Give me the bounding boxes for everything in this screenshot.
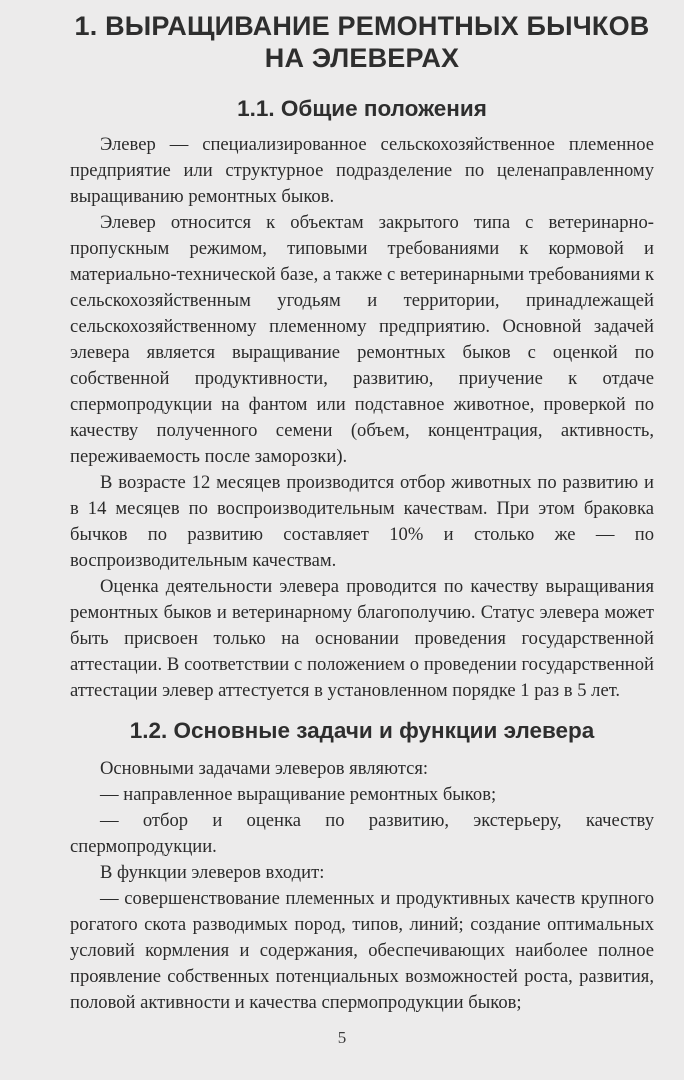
section-tasks-body xyxy=(70,756,654,1016)
paragraph: Элевер — специализированное сельскохозяйственное племенное предприятие или структурное подразделение по целенаправленному выращиванию ремонтных быков. xyxy=(70,134,654,207)
list-item: — отбор и оценка по развитию, экстерьеру, качеству спермопродукции. xyxy=(70,810,654,857)
section-title-tasks: 1.2. Основные задачи и функции элевера xyxy=(129,718,595,743)
page-number: 5 xyxy=(337,1028,347,1047)
section-title-general: 1.1. Общие положения xyxy=(237,96,487,121)
paragraph: В возрасте 12 месяцев производится отбор животных по развитию и в 14 месяцев по воспроизводительным качествам. При этом браковка бычков по развитию составляет 10% и столько же — по воспроизводительным качествам. xyxy=(70,472,654,571)
list-item: — направленное выращивание ремонтных быков; xyxy=(100,784,497,805)
paragraph: Основными задачами элеверов являются: xyxy=(100,758,429,779)
paragraph: Элевер относится к объектам закрытого типа с ветеринарно-пропускным режимом, типовыми требованиями к кормовой и материально-технической базе, а также с ветеринарными требованиями к сельскохозяйственным угодьям и территории, принадлежащей сельскохозяйственному племенному предприятию. Основной задачей элевера является выращивание ремонтных быков с оценкой по собственной продуктивности, развитию, приучение к отдаче спермопродукции на фантом или подставное животное, проверкой по качеству полученного семени (объем, концентрация, активность, переживаемость после заморозки). xyxy=(70,212,654,467)
paragraph: В функции элеверов входит: xyxy=(100,862,325,883)
section-general-body xyxy=(70,132,654,704)
chapter-title: 1. ВЫРАЩИВАНИЕ РЕМОНТНЫХ БЫЧКОВ НА ЭЛЕВЕРАХ xyxy=(74,11,650,73)
paragraph: Оценка деятельности элевера проводится по качеству выращивания ремонтных быков и ветеринарному благополучию. Статус элевера может быть присвоен только на основании проведения государственной аттестации. В соответствии с положением о проведении государственной аттестации элевер аттестуется в установленном порядке 1 раз в 5 лет. xyxy=(70,576,654,701)
list-item: — совершенствование племенных и продуктивных качеств крупного рогатого скота разводимых пород, типов, линий; создание оптимальных условий кормления и содержания, обеспечивающих наиболее полное проявление собственных потенциальных возможностей роста, развития, половой активности и качества спермопродукции быков; xyxy=(70,888,654,1013)
